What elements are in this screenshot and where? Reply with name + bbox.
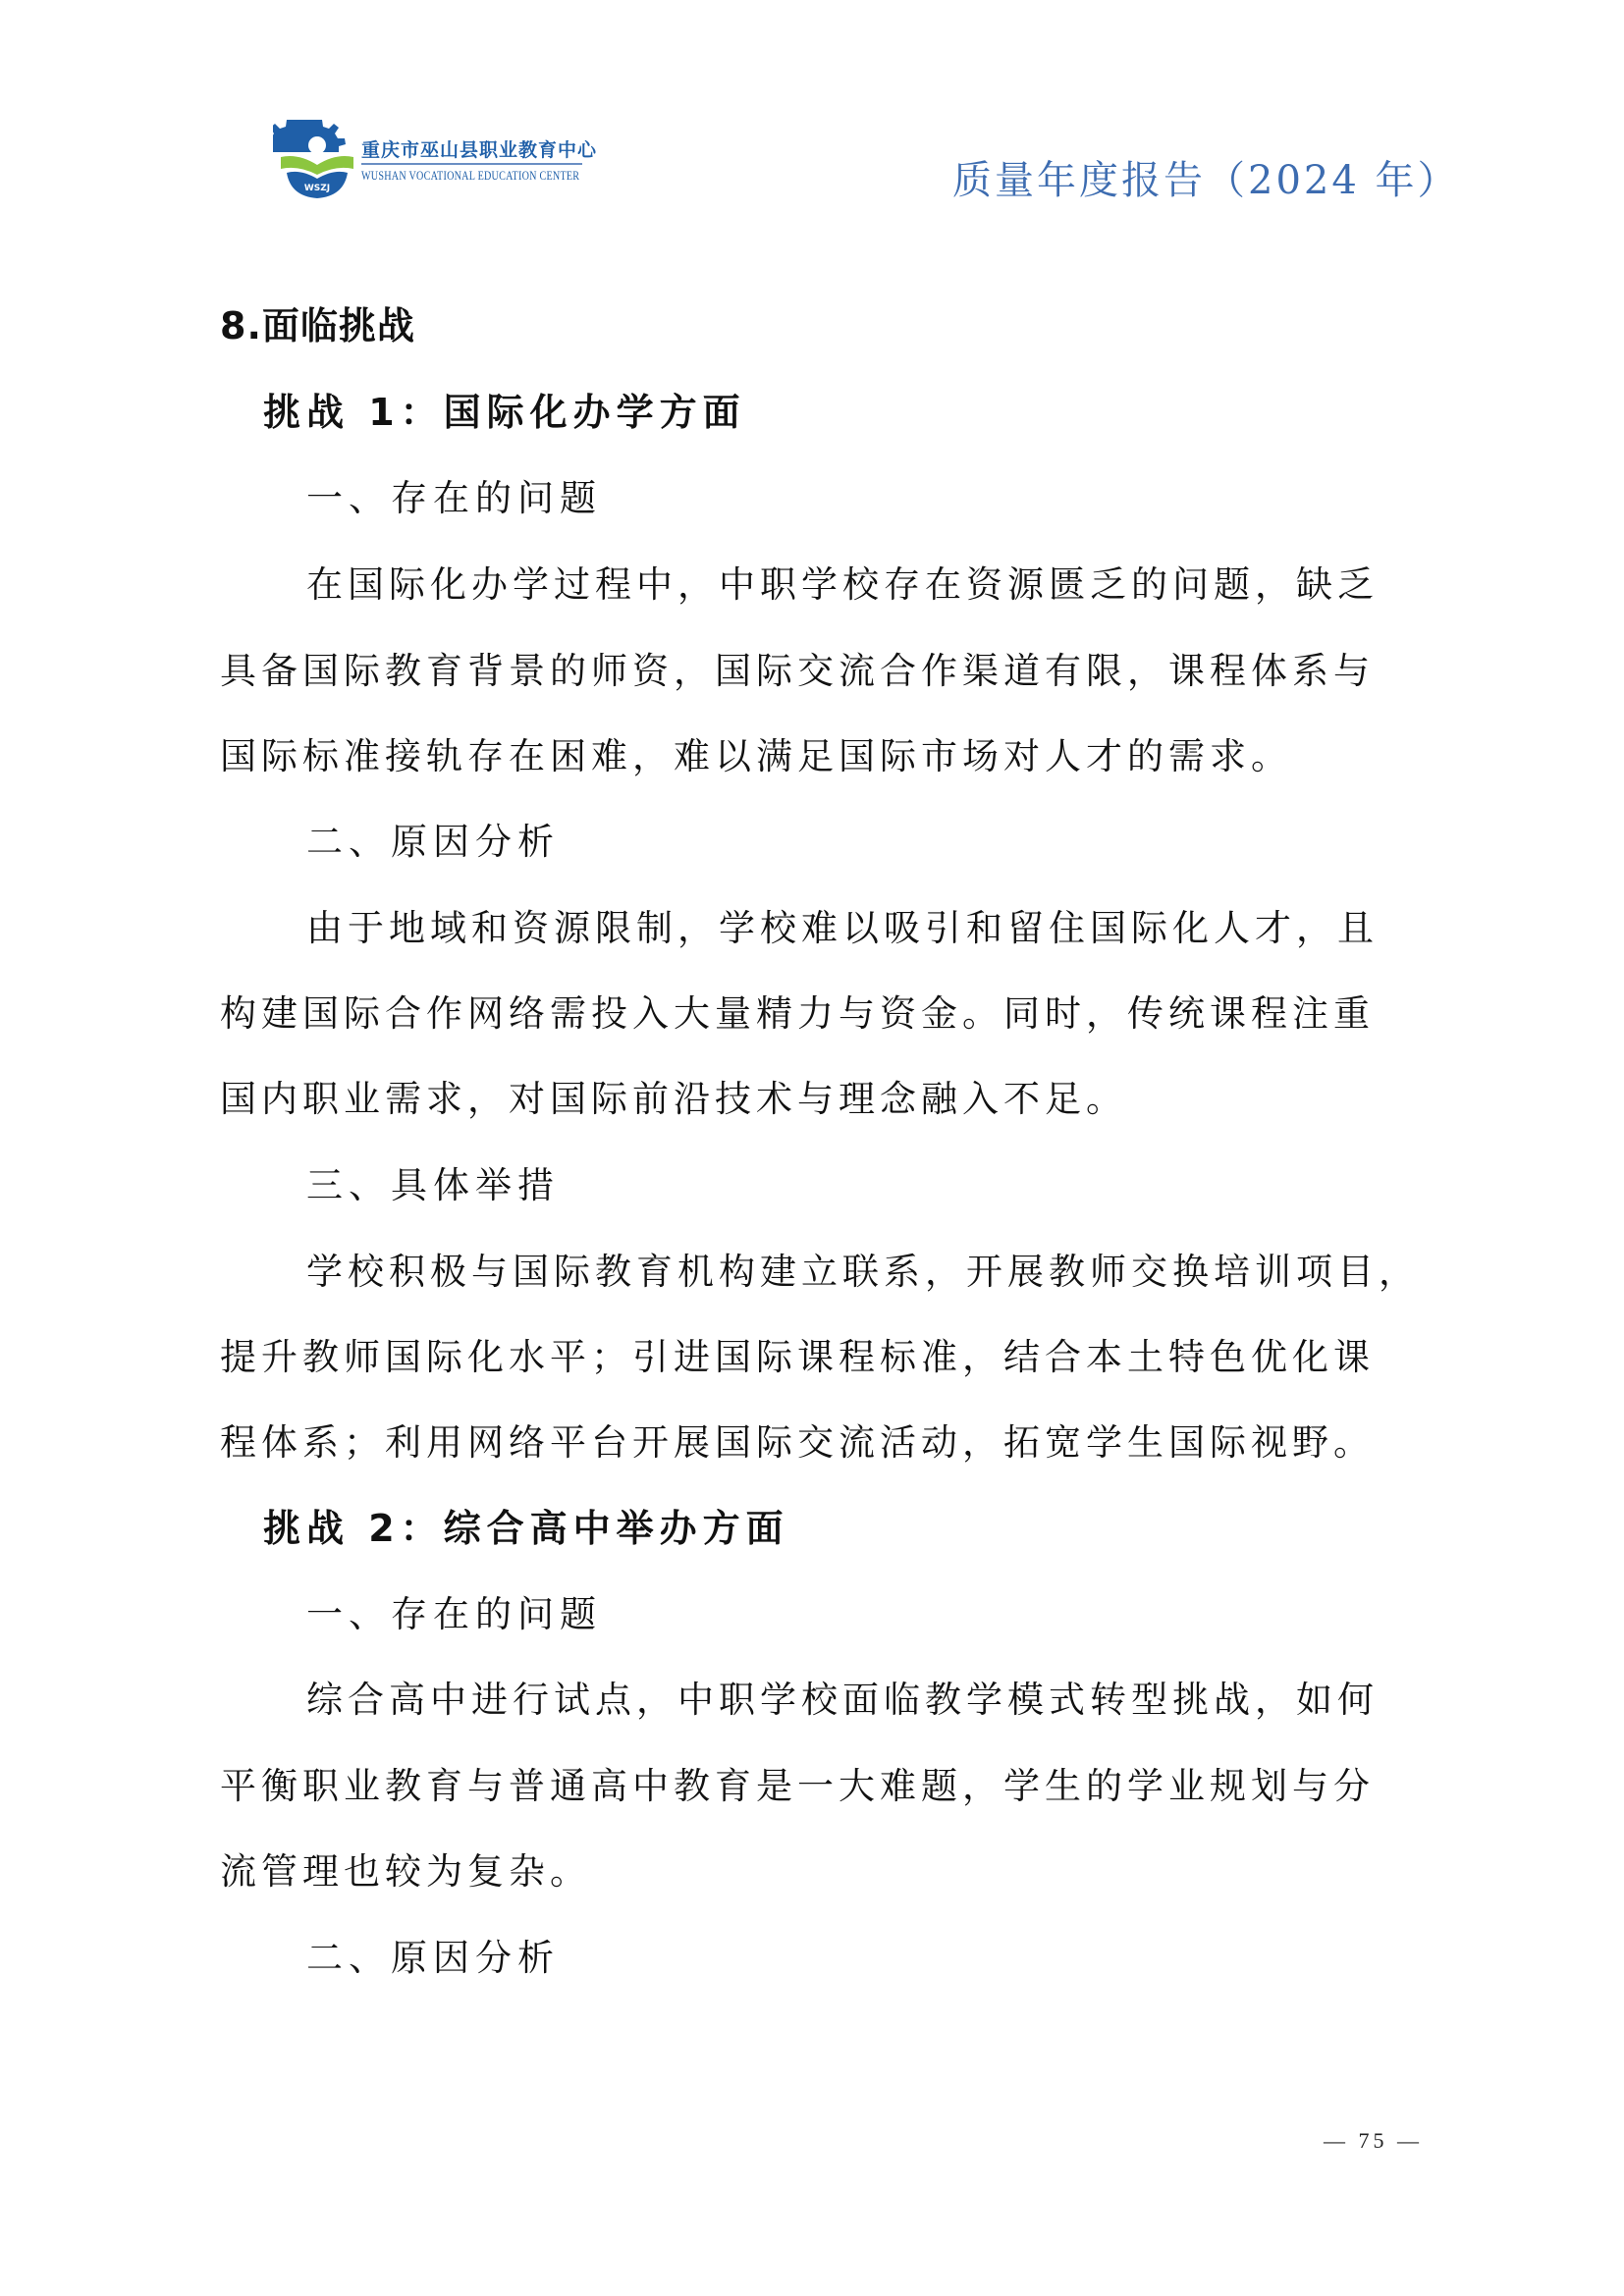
subsection-heading: 二、原因分析 — [306, 821, 560, 863]
paragraph-line: 在国际化办学过程中，中职学校存在资源匮乏的问题，缺乏 — [306, 563, 1379, 606]
section-title: 8.面临挑战 — [220, 304, 415, 347]
report-title: 质量年度报告（2024 年） — [952, 158, 1460, 203]
school-name-cn: 重庆市巫山县职业教育中心 — [361, 139, 598, 161]
paragraph-line: 学校积极与国际教育机构建立联系，开展教师交换培训项目， — [306, 1251, 1420, 1293]
paragraph-line: 国内职业需求，对国际前沿技术与理念融入不足。 — [220, 1078, 1127, 1120]
svg-text:WSZJ: WSZJ — [303, 184, 331, 193]
paragraph-line: 具备国际教育背景的师资，国际交流合作渠道有限，课程体系与 — [220, 650, 1375, 692]
challenge-title: 挑战 2：综合高中举办方面 — [263, 1507, 789, 1550]
school-name-en: WUSHAN VOCATIONAL EDUCATION CENTER — [361, 168, 580, 183]
subsection-heading: 二、原因分析 — [306, 1937, 560, 1979]
logo-divider — [361, 163, 582, 165]
challenge-title: 挑战 1：国际化办学方面 — [263, 391, 746, 434]
paragraph-line: 流管理也较为复杂。 — [220, 1850, 591, 1893]
paragraph-line: 平衡职业教育与普通高中教育是一大难题，学生的学业规划与分 — [220, 1765, 1375, 1807]
paragraph-line: 综合高中进行试点，中职学校面临教学模式转型挑战，如何 — [306, 1679, 1379, 1721]
gear-book-logo-icon — [273, 116, 361, 200]
page-header — [0, 0, 1624, 226]
paragraph-line: 国际标准接轨存在困难，难以满足国际市场对人才的需求。 — [220, 735, 1292, 777]
paragraph-line: 构建国际合作网络需投入大量精力与资金。同时，传统课程注重 — [220, 992, 1375, 1035]
subsection-heading: 一、存在的问题 — [306, 477, 602, 519]
paragraph-line: 由于地域和资源限制，学校难以吸引和留住国际化人才，且 — [306, 907, 1379, 949]
paragraph-line: 提升教师国际化水平；引进国际课程标准，结合本土特色优化课 — [220, 1336, 1375, 1378]
page-number: — 75 — — [1324, 2128, 1423, 2153]
subsection-heading: 一、存在的问题 — [306, 1593, 602, 1635]
paragraph-line: 程体系；利用网络平台开展国际交流活动，拓宽学生国际视野。 — [220, 1421, 1375, 1464]
subsection-heading: 三、具体举措 — [306, 1164, 560, 1206]
